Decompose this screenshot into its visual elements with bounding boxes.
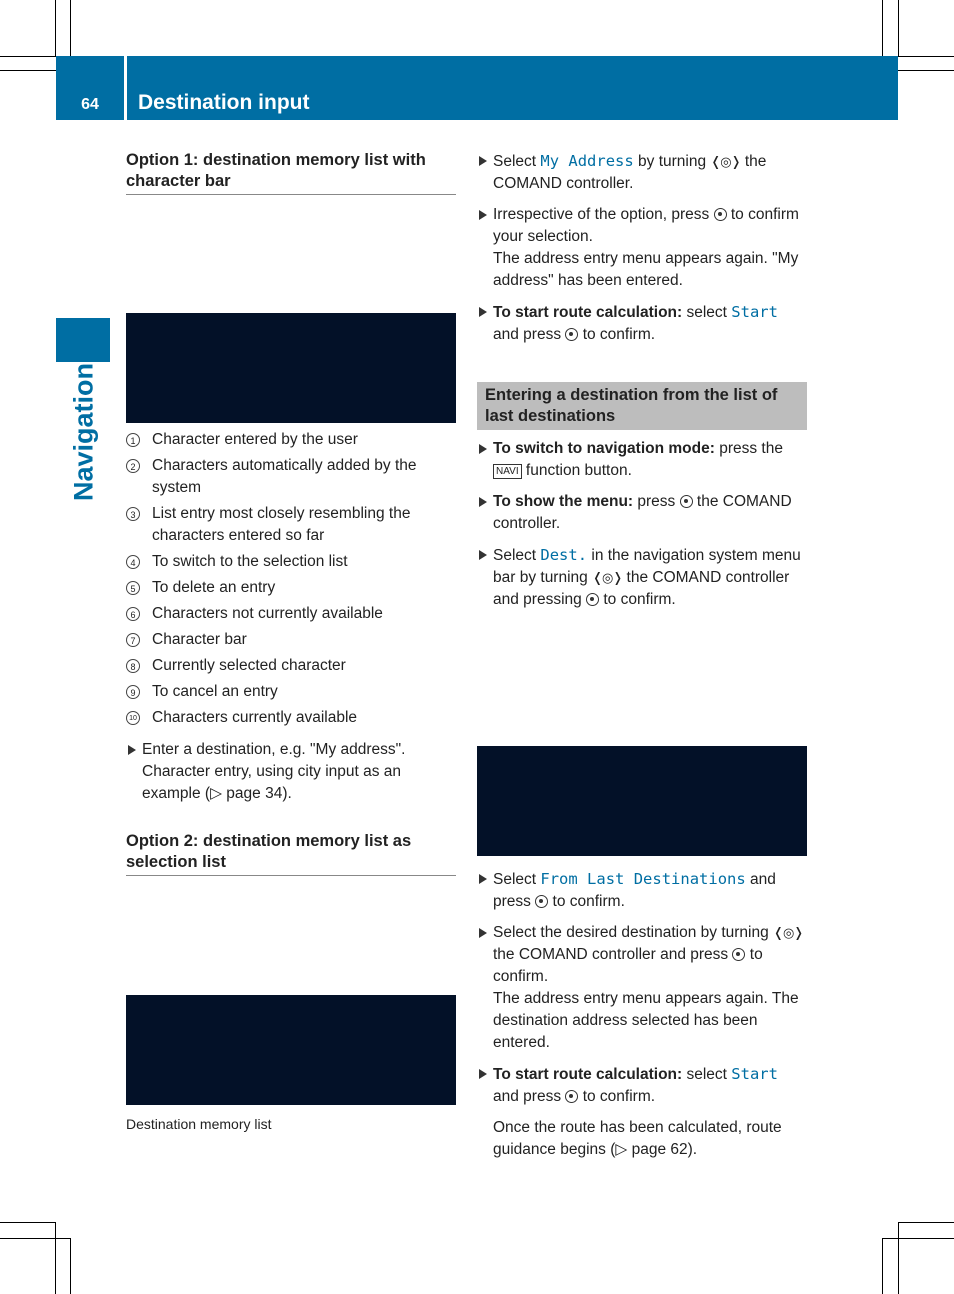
section-heading: Entering a destination from the list of last destinations [477, 382, 807, 430]
turn-controller-icon: ❬◎❭ [710, 154, 741, 169]
menu-item-start: Start [731, 1065, 778, 1083]
crop-mark [0, 70, 56, 71]
crop-mark [55, 0, 56, 56]
legend-item: 7 Character bar [126, 629, 456, 651]
legend-item: 10 Characters currently available [126, 707, 456, 729]
crop-mark [898, 70, 954, 71]
legend-item: 3 List entry most closely resembling the characters entered so far [126, 503, 456, 547]
legend-item: 9 To cancel an entry [126, 681, 456, 703]
menu-item-my-address: My Address [540, 152, 634, 170]
crop-mark [70, 1238, 71, 1294]
page-number: 64 [81, 96, 99, 113]
option1-heading: Option 1: destination memory list with character bar [126, 150, 456, 195]
legend-item: 2 Characters automatically added by the system [126, 455, 456, 499]
page-title: Destination input [138, 91, 310, 114]
step-select-my-address: Select My Address by turning ❬◎❭ the COMAND controller. [477, 150, 807, 195]
crop-mark [0, 1238, 70, 1239]
crop-mark [898, 1222, 899, 1294]
step-show-menu: To show the menu: press the COMAND controller. [477, 491, 807, 535]
crop-mark [0, 1222, 56, 1223]
step-select-destination: Select the desired destination by turning ❬◎❭ the COMAND controller and press to confirm. The address entry menu appears again. The destination address selected has been entered. [477, 922, 807, 1054]
enter-destination-step: Enter a destination, e.g. "My address". Character entry, using city input as an example (▷ page 34). [126, 739, 456, 805]
press-controller-icon [565, 1090, 578, 1103]
character-bar-screenshot [126, 195, 456, 423]
navigation-menu-screenshot [477, 620, 807, 856]
legend-item: 5 To delete an entry [126, 577, 456, 599]
legend-item: 8 Currently selected character [126, 655, 456, 677]
press-controller-icon [535, 895, 548, 908]
right-column [477, 150, 807, 1170]
header-divider [124, 56, 127, 120]
legend-item: 4 To switch to the selection list [126, 551, 456, 573]
menu-item-dest: Dest. [540, 546, 588, 564]
option2-heading: Option 2: destination memory list as selection list [126, 831, 456, 876]
step-confirm-selection: Irrespective of the option, press to confirm your selection. The address entry menu appears again. "My address" has been entered. [477, 204, 807, 292]
crop-mark [0, 56, 56, 57]
step-start-route-2: To start route calculation: select Start and press to confirm. [477, 1063, 807, 1108]
crop-mark [898, 1222, 954, 1223]
crop-mark [898, 56, 954, 57]
press-controller-icon [680, 495, 693, 508]
crop-mark [70, 0, 71, 56]
crop-mark [882, 1238, 954, 1239]
crop-mark [55, 1222, 56, 1294]
crop-mark [882, 0, 883, 56]
menu-item-from-last-destinations: From Last Destinations [540, 870, 746, 888]
step-from-last-destinations: Select From Last Destinations and press to confirm. [477, 868, 807, 913]
legend-item: 1 Character entered by the user [126, 429, 456, 451]
screen-image [126, 313, 456, 423]
left-column [126, 150, 456, 1135]
press-controller-icon [714, 208, 727, 221]
page-reference[interactable]: ▷ page 34 [210, 785, 283, 802]
legend-item: 6 Characters not currently available [126, 603, 456, 625]
route-guidance-note: Once the route has been calculated, route guidance begins (▷ page 62). [493, 1119, 782, 1158]
section-tab [56, 318, 110, 362]
navi-button-icon: NAVI [493, 464, 522, 479]
screen-image [126, 995, 456, 1105]
step-navigation-mode: To switch to navigation mode: press the NAVI function button. [477, 438, 807, 482]
press-controller-icon [732, 948, 745, 961]
step-select-dest: Select Dest. in the navigation system menu bar by turning ❬◎❭ the COMAND controller and pressing to confirm. [477, 544, 807, 611]
legend-list [126, 429, 456, 729]
screen-image [477, 746, 807, 856]
turn-controller-icon: ❬◎❭ [592, 570, 623, 585]
menu-item-start: Start [731, 303, 778, 321]
section-label: Navigation [68, 362, 99, 502]
memory-list-screenshot [126, 876, 456, 1105]
press-controller-icon [565, 328, 578, 341]
page-reference[interactable]: ▷ page 62 [615, 1141, 688, 1158]
figure-caption: Destination memory list [126, 1116, 272, 1132]
crop-mark [898, 0, 899, 56]
press-controller-icon [586, 593, 599, 606]
crop-mark [882, 1238, 883, 1294]
step-start-route: To start route calculation: select Start and press to confirm. [477, 301, 807, 346]
turn-controller-icon: ❬◎❭ [773, 925, 804, 940]
